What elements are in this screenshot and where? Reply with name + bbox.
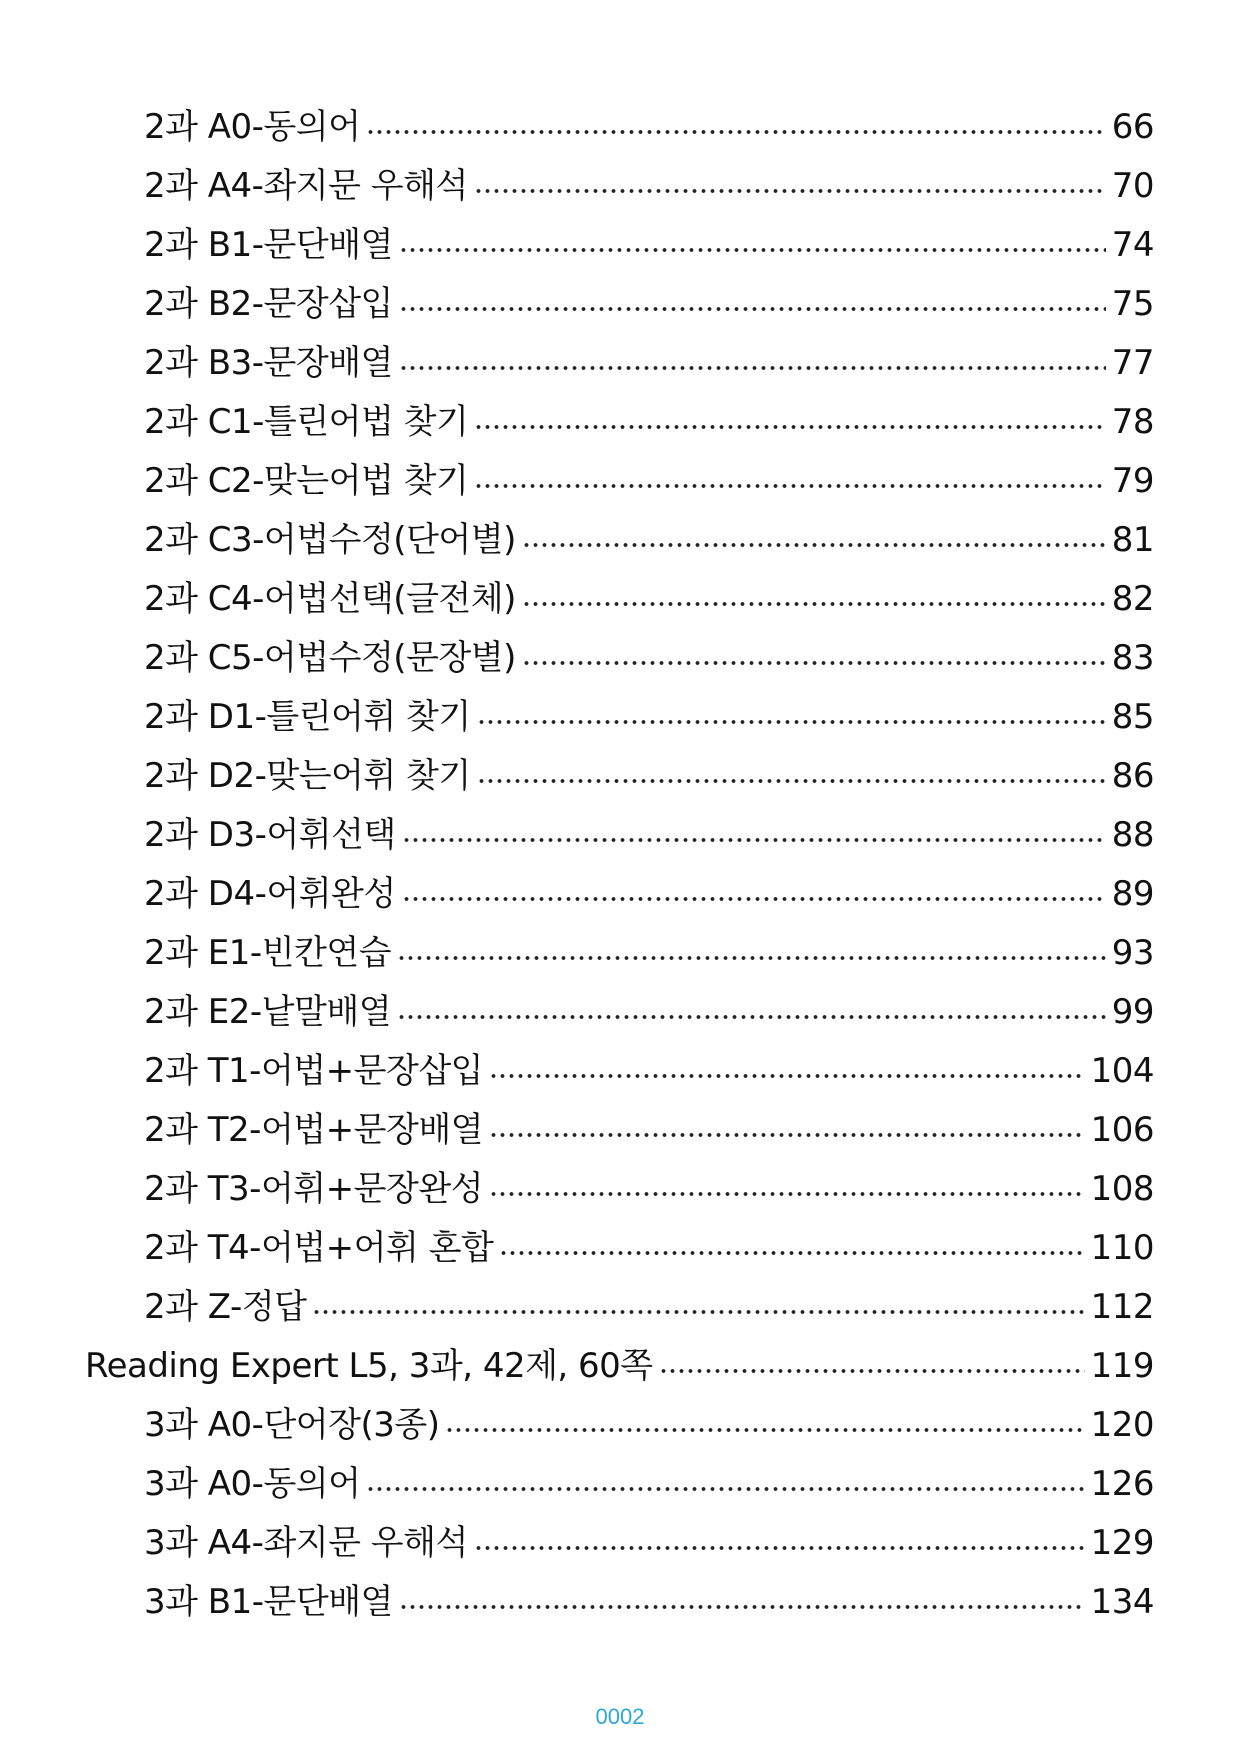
dot-leader	[474, 1543, 1085, 1553]
toc-section-entry[interactable]	[0, 1327, 1240, 1386]
toc-entry[interactable]	[0, 206, 1240, 265]
toc-entry[interactable]	[0, 1032, 1240, 1091]
dot-leader	[474, 481, 1105, 491]
toc-entry-title: 2과 C5-어법수정(문장별)	[144, 638, 516, 678]
dot-leader	[522, 599, 1106, 609]
toc-entry-page-number: 112	[1090, 1287, 1154, 1327]
dot-leader	[402, 894, 1106, 904]
toc-entry-title: 2과 T3-어휘+문장완성	[144, 1169, 484, 1209]
dot-leader	[402, 835, 1106, 845]
toc-entry-title: Reading Expert L5, 3과, 42제, 60쪽	[85, 1346, 653, 1386]
toc-entry-title: 2과 B2-문장삽입	[144, 284, 393, 324]
dot-leader	[397, 1012, 1106, 1022]
dot-leader	[445, 1425, 1084, 1435]
toc-entry-title: 2과 D3-어휘선택	[144, 815, 396, 855]
toc-entry-page-number: 81	[1111, 520, 1154, 560]
toc-entry[interactable]	[0, 501, 1240, 560]
toc-entry-page-number: 86	[1111, 756, 1154, 796]
dot-leader	[499, 1248, 1084, 1258]
toc-entry-title: 2과 D2-맞는어휘 찾기	[144, 756, 471, 796]
toc-entry-page-number: 120	[1090, 1405, 1154, 1445]
toc-entry-page-number: 119	[1090, 1346, 1154, 1386]
toc-entry[interactable]	[0, 442, 1240, 501]
toc-entry-page-number: 110	[1090, 1228, 1154, 1268]
toc-entry[interactable]	[0, 737, 1240, 796]
toc-entry-page-number: 106	[1090, 1110, 1154, 1150]
toc-entry-title: 2과 A4-좌지문 우해석	[144, 166, 468, 206]
toc-entry-page-number: 89	[1111, 874, 1154, 914]
dot-leader	[312, 1307, 1084, 1317]
dot-leader	[399, 1602, 1085, 1612]
toc-entry-title: 3과 A0-단어장(3종)	[144, 1405, 440, 1445]
toc-entry-page-number: 82	[1111, 579, 1154, 619]
toc-entry-title: 2과 A0-동의어	[144, 107, 361, 147]
toc-entry-page-number: 88	[1111, 815, 1154, 855]
toc-entry[interactable]	[0, 973, 1240, 1032]
toc-entry-title: 3과 A4-좌지문 우해석	[144, 1523, 468, 1563]
dot-leader	[659, 1366, 1085, 1376]
toc-entry-title: 2과 E2-낱말배열	[144, 992, 392, 1032]
dot-leader	[489, 1130, 1085, 1140]
dot-leader	[474, 422, 1105, 432]
dot-leader	[477, 776, 1106, 786]
page-number: 0002	[595, 1704, 645, 1729]
dot-leader	[399, 304, 1106, 314]
toc-entry-page-number: 75	[1111, 284, 1154, 324]
toc-entry-title: 3과 A0-동의어	[144, 1464, 361, 1504]
toc-entry[interactable]	[0, 1268, 1240, 1327]
toc-entry-page-number: 126	[1090, 1464, 1154, 1504]
dot-leader	[489, 1189, 1085, 1199]
toc-entry-title: 2과 C3-어법수정(단어별)	[144, 520, 516, 560]
toc-entry-title: 2과 B1-문단배열	[144, 225, 393, 265]
toc-entry-page-number: 99	[1111, 992, 1154, 1032]
toc-entry-title: 2과 B3-문장배열	[144, 343, 393, 383]
toc-entry[interactable]	[0, 265, 1240, 324]
toc-entry-title: 3과 B1-문단배열	[144, 1582, 393, 1622]
toc-entry[interactable]	[0, 560, 1240, 619]
toc-entry-page-number: 70	[1111, 166, 1154, 206]
toc-entry-page-number: 93	[1111, 933, 1154, 973]
toc-entry-page-number: 83	[1111, 638, 1154, 678]
toc-entry[interactable]	[0, 88, 1240, 147]
dot-leader	[477, 717, 1106, 727]
toc-entry[interactable]	[0, 1386, 1240, 1445]
toc-entry[interactable]	[0, 1209, 1240, 1268]
toc-entry[interactable]	[0, 855, 1240, 914]
toc-entry[interactable]	[0, 796, 1240, 855]
dot-leader	[366, 1484, 1084, 1494]
toc-entry-page-number: 77	[1111, 343, 1154, 383]
toc-entry-title: 2과 T1-어법+문장삽입	[144, 1051, 484, 1091]
toc-entry[interactable]	[0, 1445, 1240, 1504]
dot-leader	[397, 953, 1106, 963]
toc-entry[interactable]	[0, 324, 1240, 383]
dot-leader	[399, 245, 1106, 255]
toc-entry[interactable]	[0, 1563, 1240, 1622]
toc-entry[interactable]	[0, 147, 1240, 206]
dot-leader	[366, 127, 1105, 137]
toc-entry-title: 2과 C4-어법선택(글전체)	[144, 579, 516, 619]
toc-entry-page-number: 78	[1111, 402, 1154, 442]
toc-entry[interactable]	[0, 678, 1240, 737]
toc-entry[interactable]	[0, 914, 1240, 973]
table-of-contents	[0, 88, 1240, 1622]
dot-leader	[522, 540, 1106, 550]
toc-entry-page-number: 104	[1090, 1051, 1154, 1091]
dot-leader	[489, 1071, 1085, 1081]
toc-entry-page-number: 108	[1090, 1169, 1154, 1209]
toc-entry-title: 2과 T2-어법+문장배열	[144, 1110, 484, 1150]
toc-entry-page-number: 129	[1090, 1523, 1154, 1563]
toc-entry-page-number: 66	[1111, 107, 1154, 147]
toc-entry[interactable]	[0, 619, 1240, 678]
toc-entry-page-number: 85	[1111, 697, 1154, 737]
toc-entry-title: 2과 Z-정답	[144, 1287, 307, 1327]
toc-entry[interactable]	[0, 1150, 1240, 1209]
toc-entry-title: 2과 D1-틀린어휘 찾기	[144, 697, 471, 737]
dot-leader	[474, 186, 1106, 196]
dot-leader	[399, 363, 1106, 373]
toc-entry-title: 2과 C1-틀린어법 찾기	[144, 402, 469, 442]
toc-entry-title: 2과 D4-어휘완성	[144, 874, 396, 914]
toc-entry-title: 2과 T4-어법+어휘 혼합	[144, 1228, 494, 1268]
toc-entry-page-number: 74	[1111, 225, 1154, 265]
toc-entry[interactable]	[0, 383, 1240, 442]
toc-entry[interactable]	[0, 1504, 1240, 1563]
toc-entry-page-number: 134	[1090, 1582, 1154, 1622]
toc-entry-title: 2과 E1-빈칸연습	[144, 933, 392, 973]
dot-leader	[522, 658, 1106, 668]
toc-entry-title: 2과 C2-맞는어법 찾기	[144, 461, 469, 501]
toc-entry-page-number: 79	[1111, 461, 1154, 501]
toc-entry[interactable]	[0, 1091, 1240, 1150]
